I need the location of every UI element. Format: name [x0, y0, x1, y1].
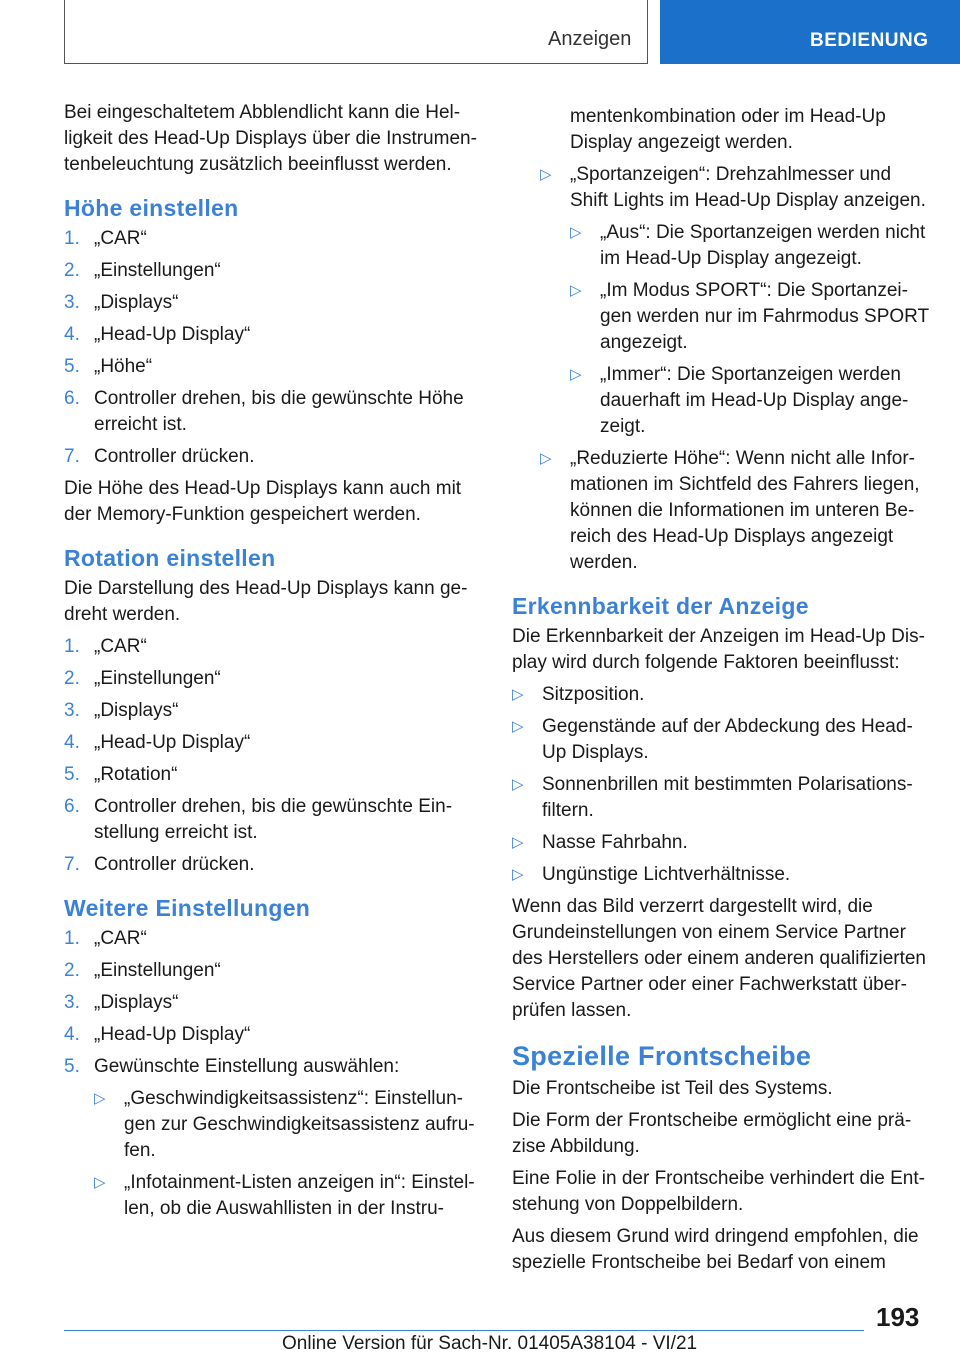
list-item: ▷ Ungünstige Lichtverhältnisse.: [512, 862, 932, 888]
heading-rotation: Rotation einstellen: [64, 545, 276, 571]
sport-list: [512, 162, 932, 576]
sport-sub-list: [570, 220, 932, 440]
triangle-bullet-icon: ▷: [540, 450, 552, 467]
heading-weitere: Weitere Einstellungen: [64, 895, 311, 921]
list-item: 4. „Head-Up Display“: [64, 324, 251, 345]
erkennbarkeit-intro: Die Erkennbarkeit der Anzeigen im Head-Up Dis-play wird durch folgende Faktoren beeinflusst:: [512, 626, 925, 673]
list-item: ▷ „Infotainment-Listen anzeigen in“: Einstel-len, ob die Auswahllisten in der Instru-: [94, 1172, 475, 1219]
header-section-title: Anzeigen: [548, 28, 632, 50]
list-item: 3. „Displays“: [64, 292, 179, 313]
header-chapter-label: BEDIENUNG: [810, 30, 929, 51]
triangle-bullet-icon: ▷: [512, 776, 524, 793]
list-item: 5. „Höhe“: [64, 356, 153, 377]
right-column: [512, 104, 932, 1282]
footer-version-text: Online Version für Sach-Nr. 01405A38104 - VI/21: [282, 1333, 698, 1354]
triangle-bullet-icon: ▷: [570, 366, 582, 383]
list-item: ▷ „Geschwindigkeitsassistenz“: Einstellun-gen zur Geschwindigkeitsassistenz aufru-fen.: [94, 1088, 475, 1161]
frontscheibe-p2: Die Form der Frontscheibe ermöglicht eine prä-zise Abbildung.: [512, 1110, 912, 1157]
list-item: 2. „Einstellungen“: [64, 668, 221, 689]
list-item: 1. „CAR“: [64, 228, 147, 249]
frontscheibe-p3: Eine Folie in der Frontscheibe verhindert die Ent-stehung von Doppelbildern.: [512, 1168, 925, 1215]
weitere-sub-list: [94, 1086, 484, 1222]
erkennbarkeit-note: Wenn das Bild verzerrt dargestellt wird, die Grundeinstellungen von einem Service Partner des Herstellers oder einem anderen qualifizierten Service Partner oder einer Fachwerkstatt über-prüfen lassen.: [512, 896, 927, 1021]
page-number: 193: [876, 1302, 920, 1332]
triangle-bullet-icon: ▷: [512, 866, 524, 883]
triangle-bullet-icon: ▷: [512, 834, 524, 851]
hoehe-note: Die Höhe des Head-Up Displays kann auch mit der Memory-Funktion gespeichert werden.: [64, 478, 462, 525]
list-item: ▷ Gegenstände auf der Abdeckung des Head-Up Displays.: [512, 716, 913, 763]
list-item: ▷ Nasse Fahrbahn.: [512, 830, 932, 856]
triangle-bullet-icon: ▷: [570, 224, 582, 241]
rotation-intro: Die Darstellung des Head-Up Displays kann ge-dreht werden.: [64, 578, 468, 625]
list-item: 4. „Head-Up Display“: [64, 732, 251, 753]
list-item: ▷ „Aus“: Die Sportanzeigen werden nicht im Head-Up Display angezeigt.: [570, 222, 926, 269]
heading-erkennbarkeit: Erkennbarkeit der Anzeige: [512, 593, 809, 619]
list-item: 3. „Displays“: [64, 700, 179, 721]
list-item: 2. „Einstellungen“: [64, 960, 221, 981]
hoehe-steps: [64, 226, 484, 470]
header-chapter-tab: [660, 0, 960, 64]
list-item: 7. Controller drücken.: [64, 854, 255, 875]
triangle-bullet-icon: ▷: [512, 686, 524, 703]
triangle-bullet-icon: ▷: [540, 166, 552, 183]
footer-divider: [64, 1330, 864, 1331]
triangle-bullet-icon: ▷: [94, 1090, 106, 1107]
list-item: 1. „CAR“: [64, 928, 147, 949]
list-item: ▷ Sonnenbrillen mit bestimmten Polarisations-filtern.: [512, 774, 913, 821]
rotation-steps: [64, 634, 484, 878]
list-item: ▷ „Immer“: Die Sportanzeigen werden dauerhaft im Head-Up Display ange-zeigt.: [570, 364, 909, 437]
left-column: [64, 100, 484, 1228]
intro-paragraph: Bei eingeschaltetem Abblendlicht kann die Hel-ligkeit des Head-Up Displays über die Instrumen-tenbeleuchtung zusätzlich beeinflusst werden.: [64, 102, 477, 175]
list-item: 6. Controller drehen, bis die gewünschte Ein-stellung erreicht ist.: [64, 796, 453, 843]
list-item: ▷ Sitzposition.: [512, 682, 932, 708]
list-item: ▷ „Reduzierte Höhe“: Wenn nicht alle Infor-mationen im Sichtfeld des Fahrers liegen, können die Informationen im unteren Be-reich des Head-Up Displays angezeigt werden.: [540, 448, 920, 573]
frontscheibe-p1: Die Frontscheibe ist Teil des Systems.: [512, 1078, 833, 1099]
list-item: 5. Gewünschte Einstellung auswählen: ▷ „Geschwindigkeitsassistenz“: Einstellun-gen zur Geschwindigkeitsassistenz aufru-fen. ▷ „Infotainment-Listen anzeigen in“: Einstel-len, ob die Auswahllisten in der Instru-: [64, 1054, 484, 1222]
list-item: 7. Controller drücken.: [64, 446, 255, 467]
list-item: ▷ „Sportanzeigen“: Drehzahlmesser und Shift Lights im Head-Up Display anzeigen. ▷ „Aus“: Die Sportanzeigen werden nicht im Head-Up Display angezeigt. ▷ „Im Modus SPORT“: Die Sportanzei-gen werden nur im Fahrmodus SPORT angezeigt. ▷ „Immer“: Die Sportanzeigen werden dauerhaft im Head-Up Display ange-zeigt.: [540, 162, 932, 440]
list-item: 3. „Displays“: [64, 992, 179, 1013]
list-item: 6. Controller drehen, bis die gewünschte Höhe erreicht ist.: [64, 388, 464, 435]
list-item: 2. „Einstellungen“: [64, 260, 221, 281]
heading-frontscheibe: Spezielle Frontscheibe: [512, 1041, 812, 1071]
list-item: ▷ „Im Modus SPORT“: Die Sportanzei-gen werden nur im Fahrmodus SPORT angezeigt.: [570, 280, 929, 353]
list-item: 1. „CAR“: [64, 636, 147, 657]
list-item: 5. „Rotation“: [64, 764, 178, 785]
erkennbarkeit-factors: [512, 682, 932, 888]
triangle-bullet-icon: ▷: [570, 282, 582, 299]
list-item: 4. „Head-Up Display“: [64, 1024, 251, 1045]
triangle-bullet-icon: ▷: [512, 718, 524, 735]
triangle-bullet-icon: ▷: [94, 1174, 106, 1191]
frontscheibe-p4: Aus diesem Grund wird dringend empfohlen, die spezielle Frontscheibe bei Bedarf von einem: [512, 1226, 919, 1273]
continued-text: mentenkombination oder im Head-Up Display angezeigt werden.: [570, 106, 886, 153]
heading-hoehe: Höhe einstellen: [64, 195, 239, 221]
weitere-steps: [64, 926, 484, 1222]
